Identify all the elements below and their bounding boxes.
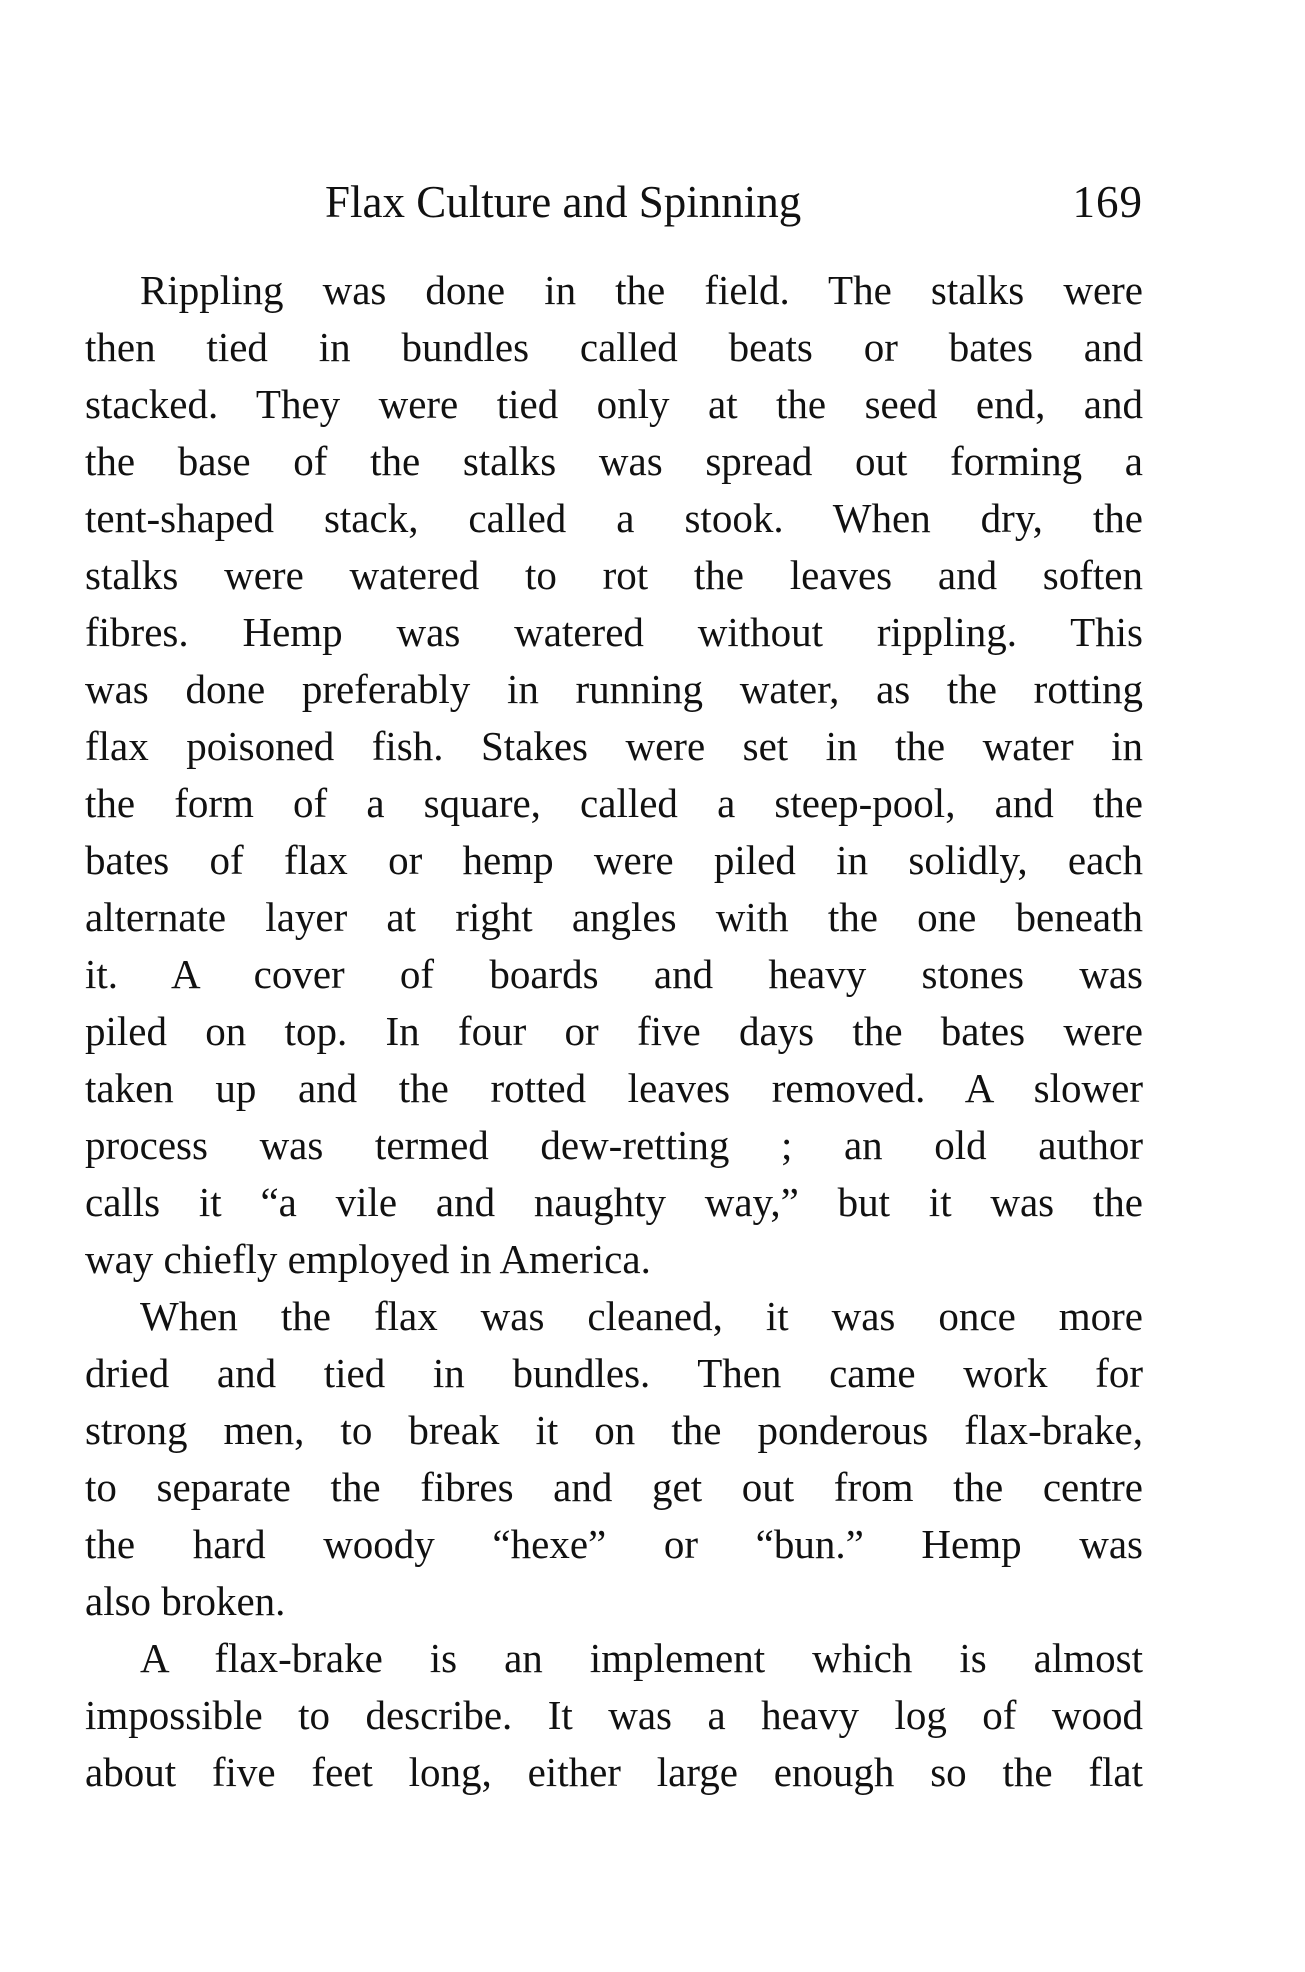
running-title: Flax Culture and Spinning — [325, 177, 802, 227]
text-line: the hard woody “hexe” or “bun.” Hemp was — [85, 1521, 1143, 1567]
text-line: strong men, to break it on the ponderous flax-brake, — [85, 1407, 1143, 1453]
text-line: stacked. They were tied only at the seed end, and — [85, 381, 1143, 427]
text-line: fibres. Hemp was watered without rippling. This — [85, 609, 1143, 655]
text-line: process was termed dew-retting ; an old author — [85, 1122, 1143, 1168]
text-line: flax poisoned fish. Stakes were set in the water in — [85, 723, 1143, 769]
page-number: 169 — [1072, 177, 1143, 227]
text-line: the base of the stalks was spread out forming a — [85, 438, 1143, 484]
paragraph-flax-brake-work — [85, 1288, 1143, 1630]
text-line: piled on top. In four or five days the bates were — [85, 1008, 1143, 1054]
text-line: impossible to describe. It was a heavy log of wood — [85, 1692, 1143, 1738]
text-line: taken up and the rotted leaves removed. A slower — [85, 1065, 1143, 1111]
text-line: it. A cover of boards and heavy stones was — [85, 951, 1143, 997]
paragraph-rippling — [85, 262, 1143, 1288]
text-line: the form of a square, called a steep-pool, and the — [85, 780, 1143, 826]
paragraph-flax-brake-description — [85, 1630, 1143, 1801]
text-line: about five feet long, either large enough so the flat — [85, 1749, 1143, 1795]
text-line: dried and tied in bundles. Then came work for — [85, 1350, 1143, 1396]
text-line: alternate layer at right angles with the one beneath — [85, 894, 1143, 940]
text-line: way chiefly employed in America. — [85, 1236, 651, 1282]
text-line: Rippling was done in the field. The stalks were — [140, 267, 1143, 313]
text-line: tent-shaped stack, called a stook. When dry, the — [85, 495, 1143, 541]
text-line: stalks were watered to rot the leaves and soften — [85, 552, 1143, 598]
text-line: also broken. — [85, 1578, 286, 1624]
text-line: bates of flax or hemp were piled in solidly, each — [85, 837, 1143, 883]
running-head — [85, 172, 1143, 232]
text-line: was done preferably in running water, as the rotting — [85, 666, 1143, 712]
body-text — [85, 262, 1143, 1801]
text-line: When the flax was cleaned, it was once more — [140, 1293, 1143, 1339]
text-line: calls it “a vile and naughty way,” but it was the — [85, 1179, 1143, 1225]
text-line: then tied in bundles called beats or bates and — [85, 324, 1143, 370]
text-line: to separate the fibres and get out from the centre — [85, 1464, 1143, 1510]
text-line: A flax-brake is an implement which is almost — [140, 1635, 1143, 1681]
